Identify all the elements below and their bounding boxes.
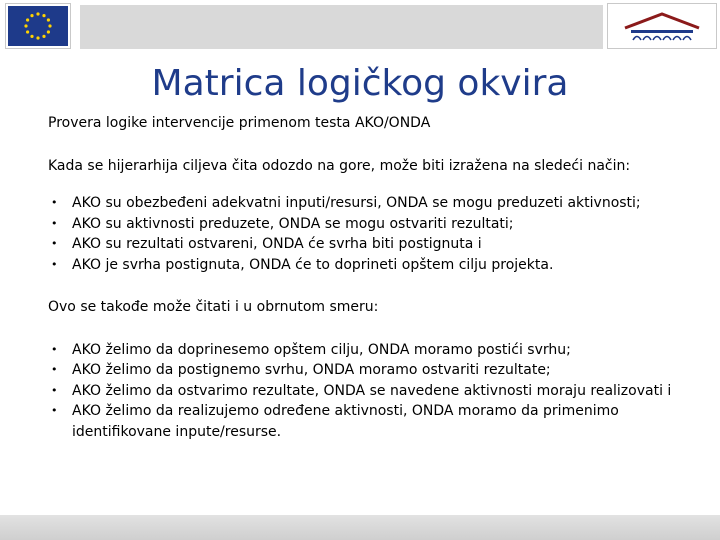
- list-item: • AKO su rezultati ostvareni, ONDA će svrha biti postignuta i: [48, 234, 688, 255]
- list-item: • AKO su aktivnosti preduzete, ONDA se mogu ostvariti rezultati;: [48, 214, 688, 235]
- page-title: Matrica logičkog okvira: [151, 63, 569, 104]
- subtitle: Provera logike intervencije primenom testa AKO/ONDA: [48, 115, 431, 131]
- list-item: • AKO želimo da realizujemo određene aktivnosti, ONDA moramo da primenimo identifikovane inpute/resurse.: [48, 401, 688, 442]
- reverse-intro-text: Ovo se takođe može čitati i u obrnutom smeru:: [48, 299, 379, 315]
- list-item: • AKO želimo da doprinesemo opštem cilju, ONDA moramo postići svrhu;: [48, 340, 688, 361]
- list-item: • AKO želimo da postignemo svrhu, ONDA moramo ostvariti rezultate;: [48, 360, 688, 381]
- bottom-up-list: [48, 193, 688, 275]
- eu-flag-logo: [5, 3, 71, 49]
- header-bar: [80, 5, 603, 49]
- slide-content: [48, 113, 688, 442]
- intro-text: Kada se hijerarhija ciljeva čita odozdo na gore, može biti izražena na sledeći način:: [48, 157, 631, 174]
- eu-flag-icon: [8, 6, 68, 46]
- top-down-list: [48, 340, 688, 443]
- list-item: • AKO su obezbeđeni adekvatni inputi/resursi, ONDA se mogu preduzeti aktivnosti;: [48, 193, 688, 214]
- partner-logo: [607, 3, 717, 49]
- list-item: • AKO želimo da ostvarimo rezultate, ONDA se navedene aktivnosti moraju realizovati i: [48, 381, 688, 402]
- footer-bar: [0, 515, 720, 540]
- list-item: • AKO je svrha postignuta, ONDA će to doprineti opštem cilju projekta.: [48, 255, 688, 276]
- parliament-logo-icon: [611, 6, 713, 46]
